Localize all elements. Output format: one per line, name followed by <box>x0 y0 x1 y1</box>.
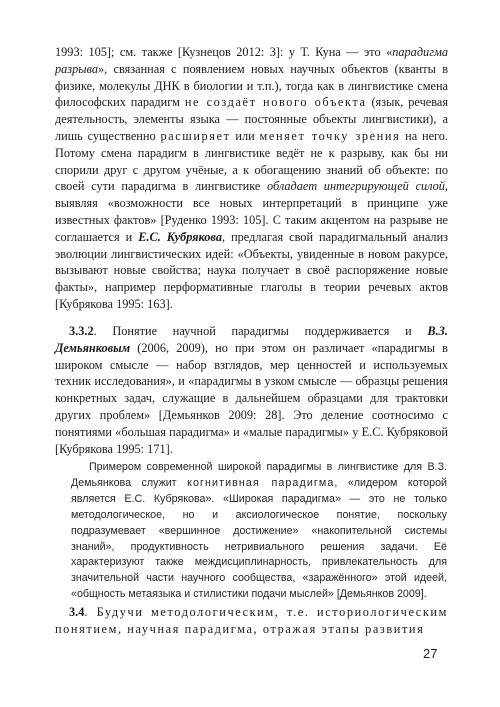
text-run: 1993: 105]; см. также [Кузнецов 2012: 3]: у Т. Куна — это « <box>55 45 393 59</box>
term-paradigm-of-rupture: парадигма разрыва <box>55 45 448 76</box>
author-name-kubryakova: Е.С. Кубрякова <box>138 229 222 244</box>
text-run: (язык, речевая деятельность, элементы языка — постоянные объекты лингвистики), а лишь существенно <box>55 95 448 143</box>
term-cognitive-paradigm: когнитивная парадигма <box>187 476 335 489</box>
section-number: 3.3.2 <box>69 324 94 338</box>
section-3-4 <box>55 604 448 638</box>
text-run: . Понятие научной парадигмы поддерживается и <box>93 324 428 338</box>
author-name-demyankov: В.З. Демьянковым <box>55 324 448 355</box>
text-run: (2006, 2009), но при этом он различает «парадигмы в широком смысле — набор взглядов, мер ценностей и используемых техник исследования», и «парадигмы в узком смысле — образцы решения конкретных задач, служащие в дальнейшем образцами для трактовки других проблем» [Демьянков 2009: 28]. Это деление соотносимо с понятиями «большая парадигма» и «малые парадигмы» у Е.С. Кубряковой [Кубрякова 1995: 171]. <box>55 340 448 456</box>
text-run: . Будучи методологическим, т.е. историологическим понятием, научная парадигма, отражая этапы развития <box>55 605 448 636</box>
section-number: 3.4 <box>69 605 85 619</box>
small-print-note <box>71 460 447 603</box>
text-run: на него. Потому смена парадигм в лингвистике ведёт не к разрыву, как бы ни спорили друг с другом учёные, а к обогащению знаний об объекте: по своей сути парадигма в лингвистике <box>55 128 448 194</box>
paragraph-continuation <box>55 44 448 313</box>
text-run: , «лидером которой является Е.С. Кубрякова». «Широкая парадигма» — это не только методологическое, но и аксиологическое понятие, поскольку подразумевает «вершинное достижение» «накопительной системы знаний», продуктивность нетривиального решения задачи. Её характеризуют также междисциплинарность, привлекательность для значительной части научного сообщества, «заражённого» этой идеей, «общность метаязыка и стилистики подачи мыслей» [Демьянков 2009]. <box>71 476 447 601</box>
page-number: 27 <box>423 646 438 661</box>
emphasis-expands: расширяет <box>160 128 231 143</box>
text-run: , предлагая свой парадигмальный анализ эволюции лингвистических идей: «Объекты, увиденные в новом ракурсе, вызывают новые свойства; наука получает в своё распоряжение новые факты», например перформативные глаголы в теории речевых актов [Кубрякова 1995: 163]. <box>55 229 449 311</box>
section-3-3-2 <box>55 323 448 457</box>
emphasis-does-not-create-object: не создаёт нового объекта <box>184 95 367 110</box>
text-run: », связанная с появлением новых научных объектов (кванты в физике, молекулы ДНК в биологии и т.п.), тогда как в лингвистике смена философских парадигм <box>55 61 448 110</box>
emphasis-changes-viewpoint: меняет точку зрения <box>259 128 401 143</box>
text-run: или <box>230 128 260 143</box>
term-integrating-force: обладает интегрирующей силой <box>267 179 445 194</box>
text-run: , выявляя «возможности все новых интерпретаций в принципе уже известных фактов» [Руденко 1993: 105]. С таким акцентом на разрыве не соглашается и <box>55 179 448 244</box>
text-run: Примером современной широкой парадигмы в лингвистике для В.З. Демьянкова служит <box>71 461 447 489</box>
